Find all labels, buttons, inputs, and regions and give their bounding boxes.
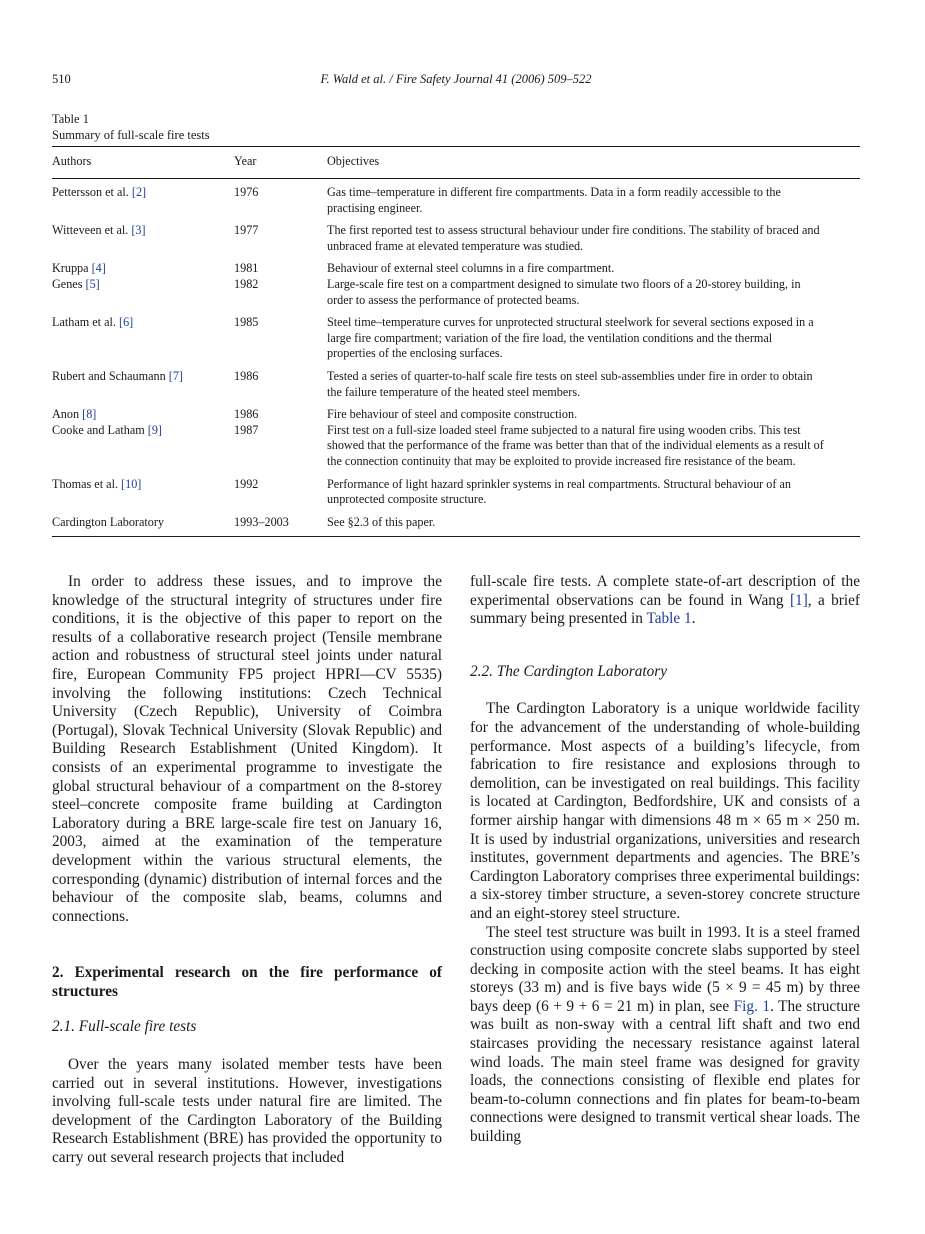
author-name: Anon [52, 407, 80, 422]
column-header-objectives: Objectives [327, 154, 380, 168]
column-header-authors: Authors [52, 154, 92, 168]
author-cell [52, 423, 234, 470]
objective-line: the connection continuity that may be exploited to provide increased fire resistance of the beam. [327, 453, 796, 468]
objective-line: Gas time–temperature in different fire compartments. Data in a form readily accessible to the [327, 185, 781, 199]
table-rule-bottom [52, 536, 860, 537]
year-cell: 1986 [234, 407, 259, 422]
objectives-cell [327, 223, 860, 254]
reference-link[interactable]: [6] [119, 315, 134, 330]
author-cell [52, 407, 234, 423]
author-name: Kruppa [52, 261, 89, 276]
fig-1-link[interactable]: Fig. 1 [733, 997, 771, 1015]
subsection-heading-2-1: 2.1. Full-scale fire tests [52, 1018, 197, 1036]
running-title: F. Wald et al. / Fire Safety Journal 41 (2006) 509–522 [320, 72, 592, 86]
table-row [52, 407, 860, 423]
ref-link-1[interactable]: [1] [789, 591, 808, 609]
author-cell [52, 277, 234, 308]
table-row [52, 515, 860, 531]
table-header-row [52, 147, 860, 178]
objective-line: Tested a series of quarter-to-half scale fire tests on steel sub-assemblies under fire in order to obtain [327, 368, 813, 383]
objective-line: First test on a full-size loaded steel frame subjected to a natural fire using wooden cribs. This test [327, 422, 801, 437]
author-cell [52, 185, 234, 216]
objectives-cell [327, 407, 860, 423]
year-cell: 1977 [234, 223, 259, 238]
continuation-paragraph: full-scale fire tests. A complete state-of-art description of the experimental observations can be found in Wang [1], a brief summary being presented in Table 1. [470, 573, 861, 628]
intro-paragraph: In order to address these issues, and to improve the knowledge of the structural integrity of structures under fire conditions, it is the objective of this paper to report on the results of a collaborative research project (Tensile membrane action and robustness of structural steel joints under natural fire, European Community FP5 project HPRI—CV 5535) involving the following institutions: Czech Technical University (Czech Republic), University of Coimbra (Portugal), Slovak Technical University (Slovak Republic) and Building Research Establishment (United Kingdom). It consists of an experimental programme to investigate the global structural behaviour of a compartment on the 8-storey steel–concrete composite frame building at Cardington Laboratory during a BRE large-scale fire test on January 16, 2003, aimed at the examination of the temperature development within the various structural elements, the corresponding (dynamic) distribution of internal forces and the behaviour of the composite slab, beams, columns and connections. [52, 573, 442, 925]
author-cell [52, 477, 234, 508]
table-row [52, 369, 860, 400]
table-row [52, 261, 860, 277]
objective-line: Large-scale fire test on a compartment designed to simulate two floors of a 20-storey building, in [327, 276, 801, 291]
reference-link[interactable]: [9] [147, 422, 162, 437]
author-name: Pettersson et al. [52, 185, 129, 199]
year-cell: 1992 [234, 476, 259, 491]
table-row [52, 315, 860, 362]
author-name: Cardington Laboratory [52, 514, 165, 529]
objective-line: The first reported test to assess structural behaviour under fire conditions. The stability of braced and [327, 223, 820, 238]
objective-line: the failure temperature of the heated steel members. [327, 384, 581, 399]
author-cell [52, 515, 234, 531]
table-row [52, 423, 860, 470]
objective-line: Behaviour of external steel columns in a fire compartment. [327, 261, 615, 276]
objectives-cell [327, 369, 860, 400]
author-cell [52, 315, 234, 362]
objective-line: showed that the performance of the frame was better than that of the individual elements as a result of [327, 438, 824, 453]
objective-line: See §2.3 of this paper. [327, 514, 436, 529]
year-cell: 1976 [234, 185, 259, 199]
objectives-cell [327, 423, 860, 470]
year-cell: 1981 [234, 261, 259, 276]
left-column [52, 573, 442, 1168]
author-name: Thomas et al. [52, 476, 118, 491]
year-cell: 1985 [234, 315, 259, 330]
summary-table [52, 146, 860, 537]
table-row [52, 223, 860, 254]
table-row [52, 277, 860, 308]
table-1-link[interactable]: Table 1 [646, 610, 692, 628]
objective-line: properties of the enclosing surfaces. [327, 346, 503, 361]
reference-link[interactable]: [7] [168, 368, 183, 383]
objective-line: unbraced frame at elevated temperature was studied. [327, 238, 584, 253]
objective-line: unprotected composite structure. [327, 492, 487, 507]
objectives-cell [327, 185, 860, 216]
objectives-cell [327, 477, 860, 508]
objectives-cell [327, 261, 860, 277]
subsection-heading-2-2: 2.2. The Cardington Laboratory [470, 662, 668, 680]
column-header-year: Year [234, 154, 257, 168]
objectives-cell [327, 277, 860, 308]
table-title: Summary of full-scale fire tests [52, 128, 210, 142]
objective-line: Fire behaviour of steel and composite construction. [327, 407, 578, 422]
full-scale-tests-paragraph: Over the years many isolated member tests have been carried out in several institutions. However, investigations involving full-scale tests under natural fire are limited. The development of the Cardington Laboratory of the Building Research Establishment (BRE) has provided the opportunity to carry out several research projects that included [52, 1056, 442, 1167]
table-row [52, 185, 860, 216]
author-name: Genes [52, 276, 83, 291]
author-cell [52, 223, 234, 254]
objectives-cell [327, 315, 860, 362]
reference-link[interactable]: [5] [85, 276, 100, 291]
objective-line: Steel time–temperature curves for unprotected structural steelwork for several sections exposed in a [327, 315, 814, 330]
objective-line: practising engineer. [327, 200, 423, 215]
table-caption [52, 111, 210, 143]
author-cell [52, 369, 234, 400]
reference-link[interactable]: [2] [131, 185, 147, 199]
objectives-cell [327, 515, 860, 531]
table-body [52, 179, 860, 536]
reference-link[interactable]: [8] [82, 407, 97, 422]
author-name: Witteveen et al. [52, 223, 129, 238]
section-heading-2: 2. Experimental research on the fire performance of structures [52, 964, 442, 1000]
objective-line: Performance of light hazard sprinkler systems in real compartments. Structural behaviour of an [327, 476, 791, 491]
right-column [470, 573, 860, 1147]
author-name: Rubert and Schaumann [52, 368, 166, 383]
page-number: 510 [52, 72, 71, 86]
author-name: Latham et al. [52, 315, 116, 330]
objective-line: order to assess the performance of protected beams. [327, 292, 580, 307]
cardington-paragraph: The Cardington Laboratory is a unique worldwide facility for the advancement of the understanding of whole-building performance. Most aspects of a building’s lifecycle, from fabrication to fire resistance and explosions through to demolition, can be investigated on real buildings. This facility is located at Cardington, Bedfordshire, UK and consists of a former airship hangar with dimensions 48 m × 65 m × 250 m. It is used by industrial organizations, universities and research institutes, government departments and agencies. The BRE’s Cardington Laboratory comprises three experimental buildings: a six-storey timber structure, a seven-storey concrete structure and an eight-storey steel structure. [470, 700, 860, 922]
author-cell [52, 261, 234, 277]
running-header [52, 72, 860, 90]
objective-line: large fire compartment; variation of the fire load, the ventilation conditions and the thermal [327, 330, 773, 345]
steel-structure-paragraph: The steel test structure was built in 1993. It is a steel framed construction using composite concrete slabs supported by steel decking in composite action with the steel beams. It has eight storeys (33 m) and is five bays wide (5 × 9 = 45 m) by three bays deep (6 + 9 + 6 = 21 m) in plan, see Fig. 1. The structure was built as non-sway with a central lift shaft and two end staircases providing the necessary resistance against lateral wind loads. The main steel frame was designed for gravity loads, the connections consisting of flexible end plates for beam-to-column connections and fin plates for beam-to-beam connections were designed to transmit vertical shear loads. The building [470, 923, 861, 1146]
year-cell: 1986 [234, 368, 259, 383]
author-name: Cooke and Latham [52, 422, 145, 437]
year-cell: 1993–2003 [234, 514, 289, 529]
table-label: Table 1 [52, 112, 89, 126]
year-cell: 1982 [234, 276, 259, 291]
year-cell: 1987 [234, 422, 259, 437]
reference-link[interactable]: [3] [131, 223, 146, 238]
table-row [52, 477, 860, 508]
reference-link[interactable]: [4] [91, 261, 106, 276]
reference-link[interactable]: [10] [121, 476, 142, 491]
